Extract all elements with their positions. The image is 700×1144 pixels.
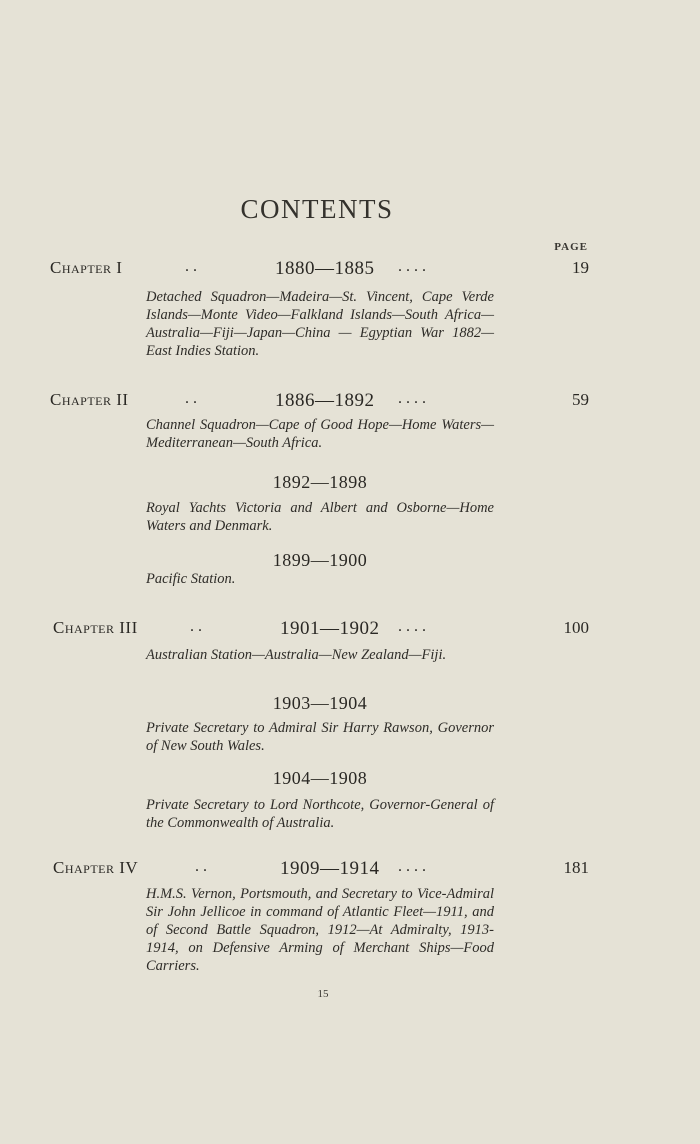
leader-dots: . . (190, 618, 202, 635)
page-column-label: PAGE (554, 241, 588, 253)
chapter-years: 1886—1892 (275, 390, 375, 411)
leader-dots: . . . . (398, 390, 426, 407)
section-description: Pacific Station. (146, 571, 236, 587)
page-title: CONTENTS (240, 194, 394, 224)
chapter-label: Chapter II (50, 390, 129, 409)
chapter-years: 1880—1885 (275, 258, 375, 279)
chapter-years: 1909—1914 (280, 858, 380, 879)
section-description: Channel Squadron—Cape of Good Hope—Home Waters—Mediterranean—South Africa. (146, 417, 494, 451)
chapter-label: Chapter I (50, 258, 123, 277)
page-folio: 15 (317, 988, 329, 1000)
section-years: 1904—1908 (272, 768, 368, 788)
section-description: H.M.S. Vernon, Portsmouth, and Secretary to Vice-Admiral Sir John Jellicoe in command of Atlantic Fleet—1911, and of Second Battle Squadron, 1912—At Admiralty, 1913-1914, on Defensive Arming of Merchant Ships—Food Carriers. (146, 886, 494, 974)
chapter-page-number: 181 (563, 858, 589, 877)
chapter-page-number: 19 (572, 258, 589, 277)
section-description: Royal Yachts Victoria and Albert and Osborne—Home Waters and Denmark. (146, 500, 494, 534)
leader-dots: . . . . (398, 858, 426, 875)
chapter-page-number: 100 (563, 618, 589, 637)
chapter-page-number: 59 (572, 390, 589, 409)
chapter-label: Chapter IV (53, 858, 139, 877)
section-years: 1899—1900 (272, 550, 368, 570)
chapter-row (0, 858, 700, 888)
chapter-label: Chapter III (53, 618, 138, 637)
chapter-years: 1901—1902 (280, 618, 380, 639)
leader-dots: . . (185, 390, 197, 407)
section-years: 1903—1904 (272, 693, 368, 713)
section-description: Detached Squadron—Madeira—St. Vincent, Cape Verde Islands—Monte Video—Falkland Islands—South Africa—Australia—Fiji—Japan—China — Egyptian War 1882—East Indies Station. (146, 289, 494, 359)
chapter-row (0, 258, 700, 288)
section-years: 1892—1898 (272, 472, 368, 492)
section-description: Private Secretary to Lord Northcote, Governor-General of the Commonwealth of Australia. (146, 797, 494, 831)
leader-dots: . . . . (398, 618, 426, 635)
section-description: Private Secretary to Admiral Sir Harry Rawson, Governor of New South Wales. (146, 720, 494, 754)
section-description: Australian Station—Australia—New Zealand—Fiji. (146, 647, 447, 663)
leader-dots: . . (185, 258, 197, 275)
leader-dots: . . . . (398, 258, 426, 275)
chapter-row (0, 618, 700, 648)
leader-dots: . . (195, 858, 207, 875)
